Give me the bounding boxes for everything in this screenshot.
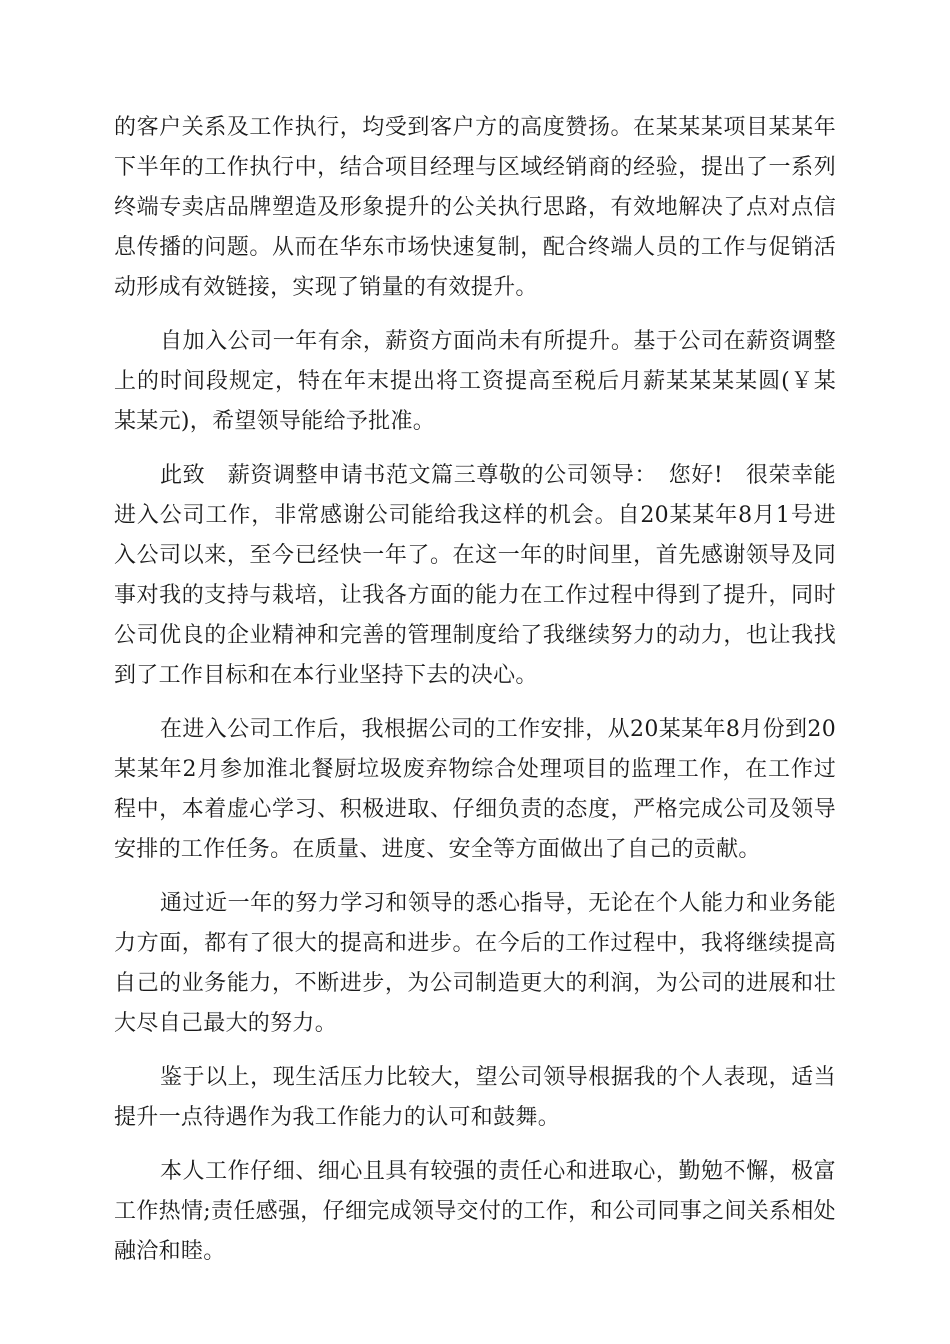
document-page [114, 108, 836, 1286]
paragraph-4: 在进入公司工作后，我根据公司的工作安排，从20某某年8月份到20某某年2月参加淮北餐厨垃圾废弃物综合处理项目的监理工作，在工作过程中，本着虚心学习、积极进取、仔细负责的态度，严格完成公司及领导安排的工作任务。在质量、进度、安全等方面做出了自己的贡献。 [114, 717, 836, 862]
paragraph-7: 本人工作仔细、细心且具有较强的责任心和进取心，勤勉不懈，极富工作热情;责任感强，仔细完成领导交付的工作，和公司同事之间关系相处融洽和睦。 [114, 1159, 836, 1264]
paragraph-6: 鉴于以上，现生活压力比较大，望公司领导根据我的个人表现，适当提升一点待遇作为我工作能力的认可和鼓舞。 [114, 1065, 836, 1130]
paragraph-1: 的客户关系及工作执行，均受到客户方的高度赞扬。在某某某项目某某年下半年的工作执行中，结合项目经理与区域经销商的经验，提出了一系列终端专卖店品牌塑造及形象提升的公关执行思路，有效地解决了点对点信息传播的问题。从而在华东市场快速复制，配合终端人员的工作与促销活动形成有效链接，实现了销量的有效提升。 [114, 115, 836, 300]
paragraph-3: 此致 薪资调整申请书范文篇三尊敬的公司领导： 您好! 很荣幸能进入公司工作，非常感谢公司能给我这样的机会。自20某某年8月1号进入公司以来，至今已经快一年了。在这一年的时间里，首先感谢领导及同事对我的支持与栽培，让我各方面的能力在工作过程中得到了提升，同时公司优良的企业精神和完善的管理制度给了我继续努力的动力，也让我找到了工作目标和在本行业坚持下去的决心。 [114, 463, 836, 688]
paragraph-2: 自加入公司一年有余，薪资方面尚未有所提升。基于公司在薪资调整上的时间段规定，特在年末提出将工资提高至税后月薪某某某某圆(￥某某某元)，希望领导能给予批准。 [114, 329, 836, 434]
paragraph-5: 通过近一年的努力学习和领导的悉心指导，无论在个人能力和业务能力方面，都有了很大的提高和进步。在今后的工作过程中，我将继续提高自己的业务能力，不断进步，为公司制造更大的利润，为公司的进展和壮大尽自己最大的努力。 [114, 891, 836, 1036]
